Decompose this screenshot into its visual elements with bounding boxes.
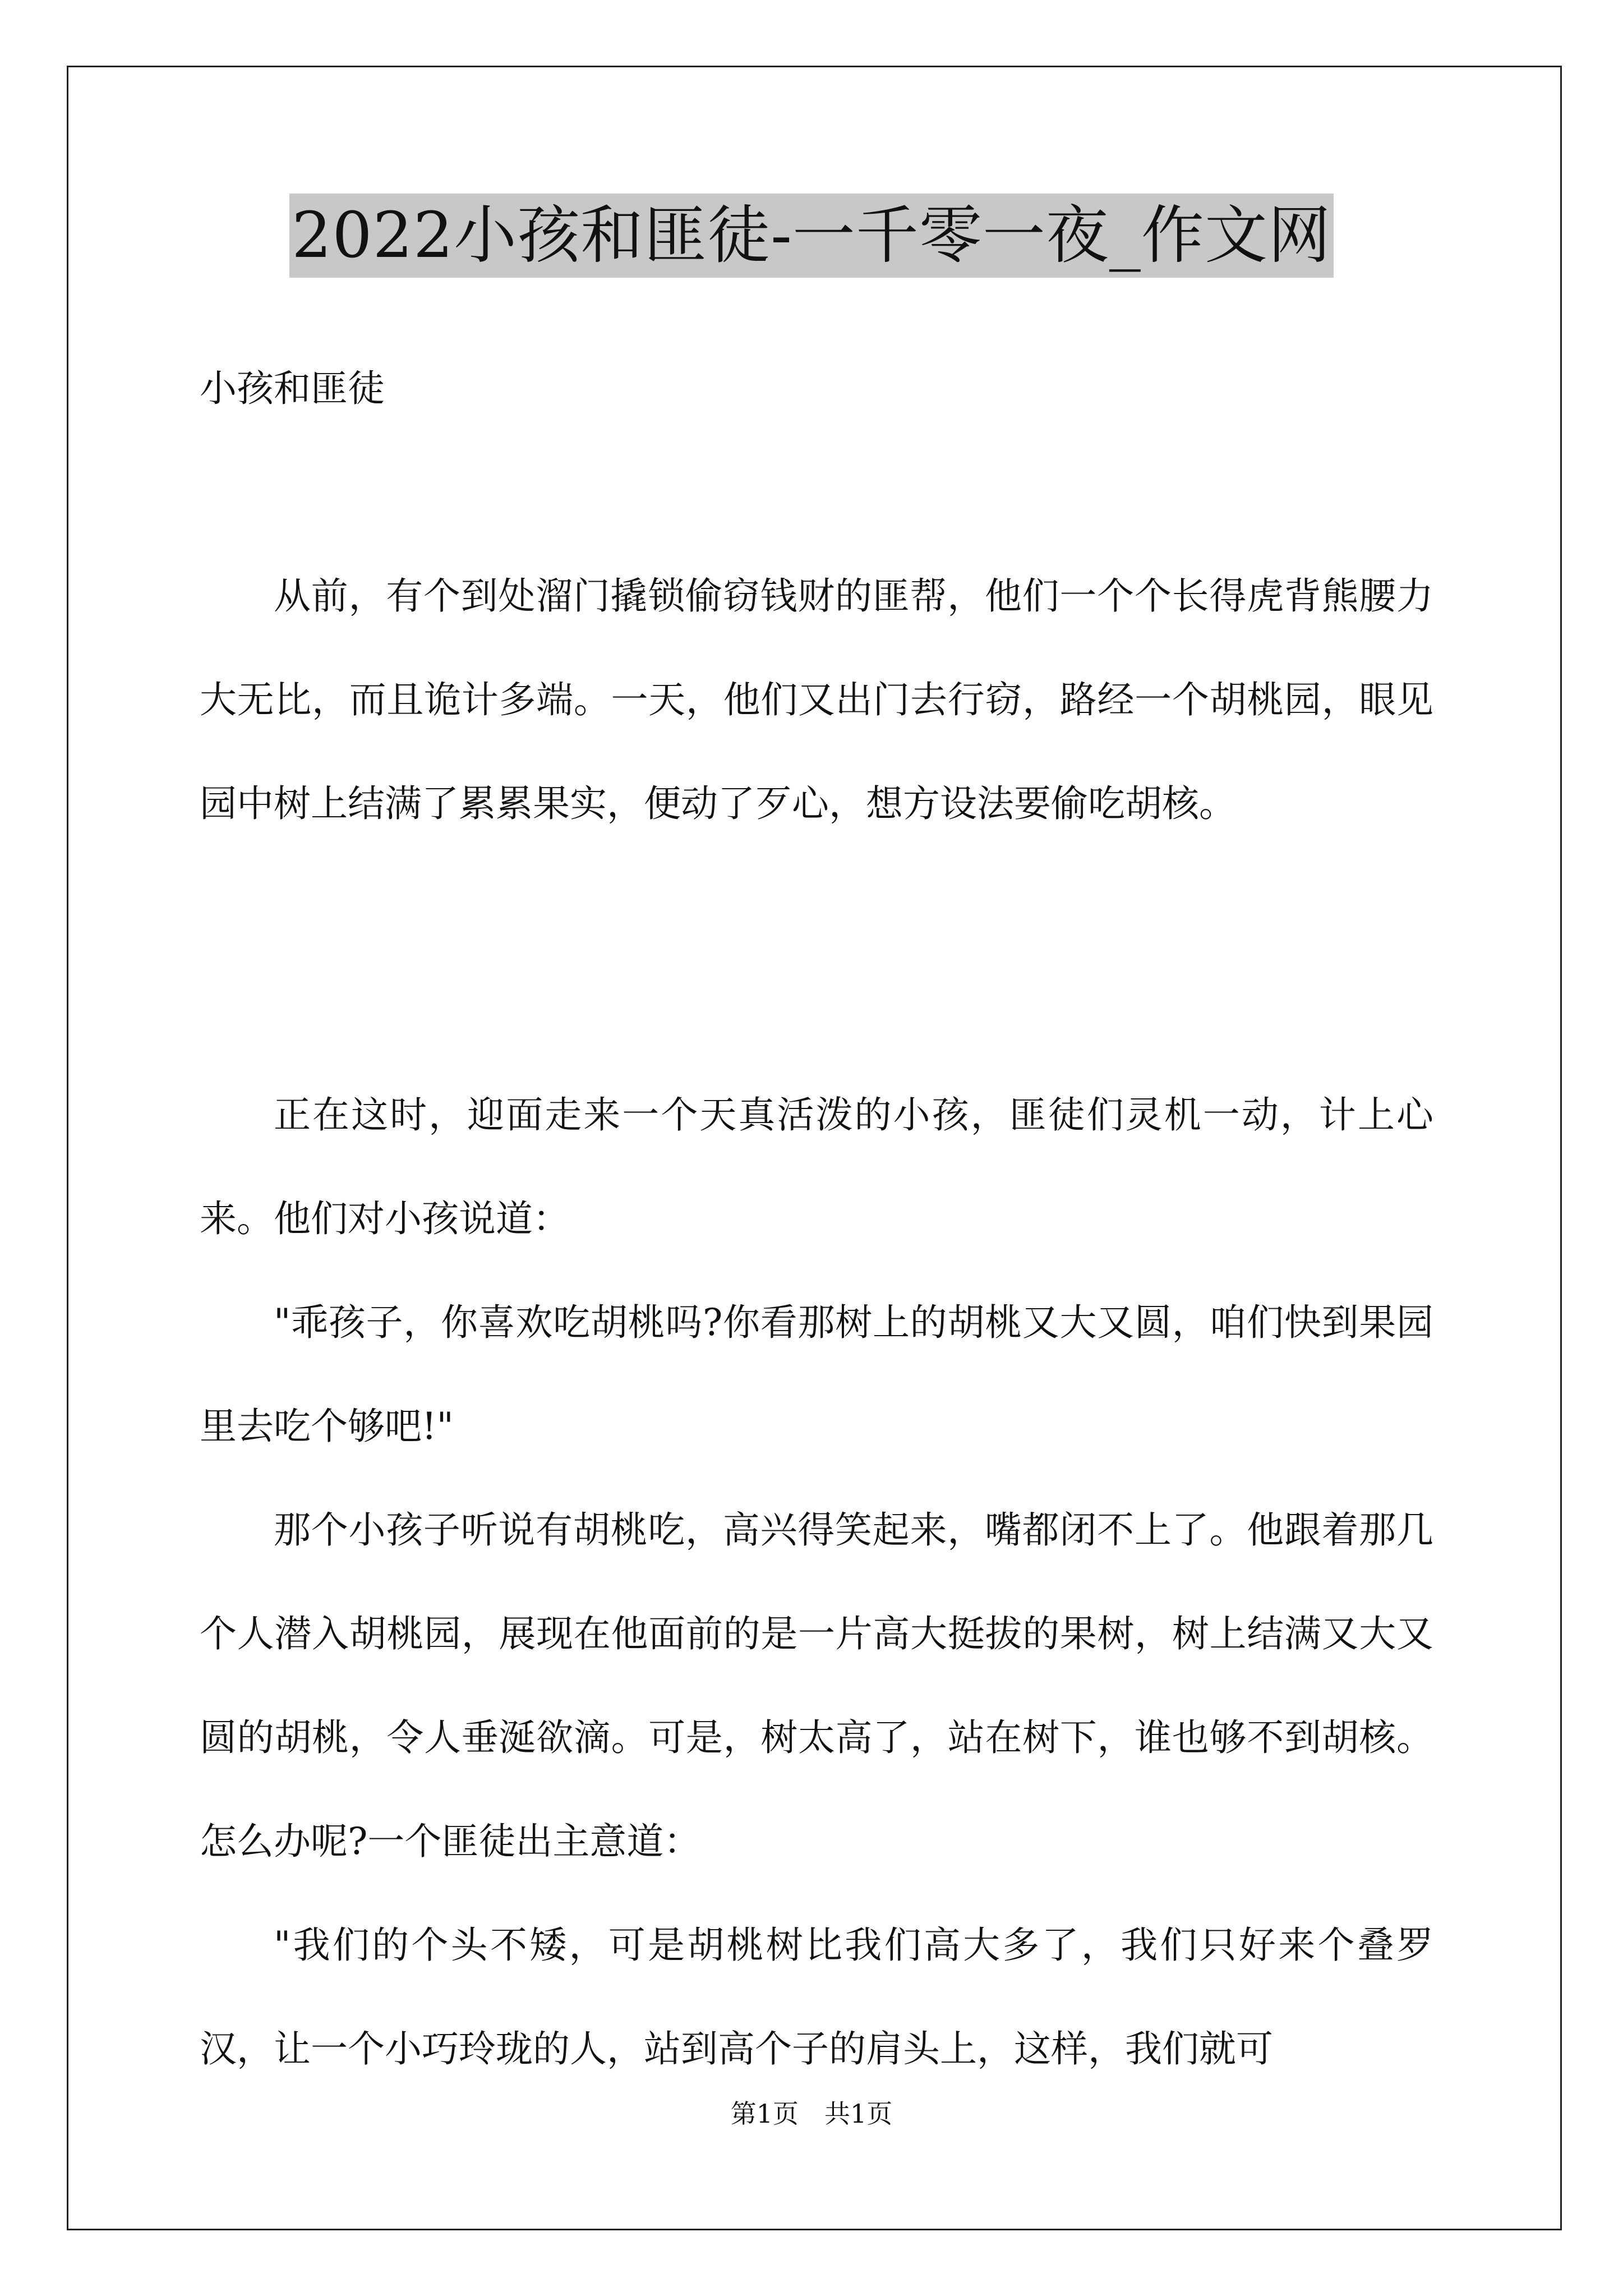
paragraph: 那个小孩子听说有胡桃吃，高兴得笑起来，嘴都闭不上了。他跟着那几个人潜入胡桃园，展现在他面前的是一片高大挺拔的果树，树上结满又大又圆的胡桃，令人垂涎欲滴。可是，树太高了，站在树下，谁也够不到胡核。怎么办呢?一个匪徒出主意道： <box>200 1508 1433 1863</box>
paragraph: 从前，有个到处溜门撬锁偷窃钱财的匪帮，他们一个个长得虎背熊腰力大无比，而且诡计多端。一天，他们又出门去行窃，路经一个胡桃园，眼见园中树上结满了累累果实，便动了歹心，想方设法要偷吃胡核。 <box>200 574 1433 825</box>
document-body <box>200 337 1433 2101</box>
paragraph-gap <box>200 855 1433 959</box>
section-heading: 小孩和匪徒 <box>200 367 385 410</box>
paragraph: "乖孩子，你喜欢吃胡桃吗?你看那树上的胡桃又大又圆，咱们快到果园里去吃个够吧!" <box>200 1301 1433 1448</box>
paragraph: 正在这时，迎面走来一个天真活泼的小孩，匪徒们灵机一动，计上心来。他们对小孩说道： <box>200 1093 1433 1240</box>
paragraph-gap <box>200 440 1433 544</box>
title-container <box>0 194 1623 278</box>
paragraph: "我们的个头不矮，可是胡桃树比我们高大多了，我们只好来个叠罗汉，让一个小巧玲珑的人，站到高个子的肩头上，这样，我们就可 <box>200 1924 1433 2070</box>
document-title: 2022小孩和匪徒-一千零一夜_作文网 <box>289 194 1334 278</box>
paragraph-gap <box>200 959 1433 1063</box>
page-number: 第1页 共1页 <box>730 2099 893 2129</box>
